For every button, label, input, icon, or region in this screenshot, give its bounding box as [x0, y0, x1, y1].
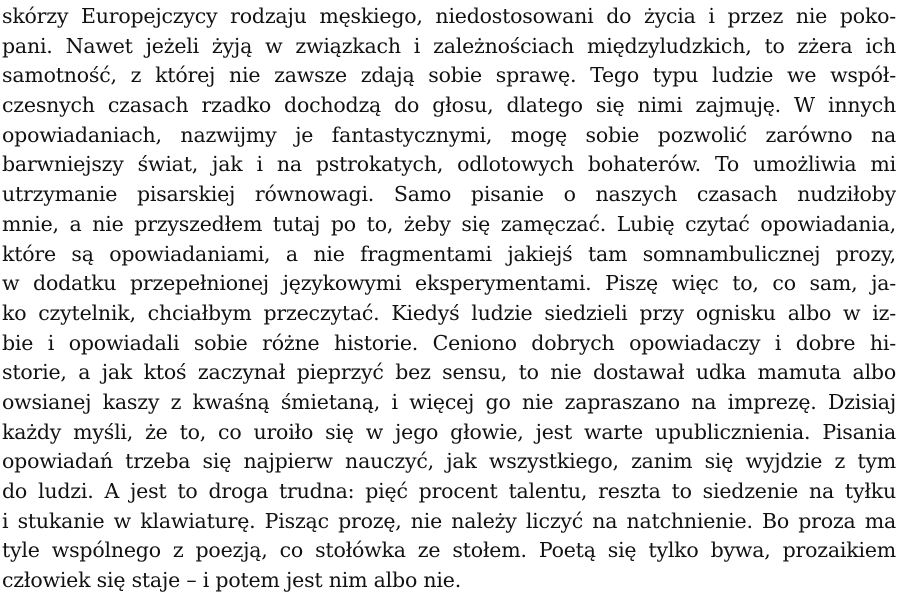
text-line-4: czesnych czasach rzadko dochodzą do głosu, dlatego się nimi zajmuję. W innych — [2, 93, 896, 118]
text-line-13: storie, a jak ktoś zaczynał pieprzyć bez sensu, to nie dostawał udka mamuta albo — [2, 360, 896, 385]
text-line-2: pani. Nawet jeżeli żyją w związkach i zależnościach międzyludzkich, to zżera ich — [2, 33, 896, 58]
text-line-6: barwniejszy świat, jak i na pstrokatych, odlotowych bohaterów. To umożliwia mi — [2, 152, 896, 177]
text-line-1: skórzy Europejczycy rodzaju męskiego, niedostosowani do życia i przez nie poko- — [2, 4, 896, 28]
text-line-17: do ludzi. A jest to droga trudna: pięć procent talentu, reszta to siedzenie na tyłku — [2, 479, 896, 503]
text-line-3: samotność, z której nie zawsze zdają sobie sprawę. Tego typu ludzie we współ- — [2, 63, 896, 88]
text-line-9: które są opowiadaniami, a nie fragmentami jakiejś tam somnambulicznej prozy, — [2, 241, 896, 266]
text-line-15: każdy myśli, że to, co uroiło się w jego głowie, jest warte upublicznienia. Pisania — [2, 419, 896, 444]
text-line-20: człowiek się staje – i potem jest nim albo nie. — [2, 568, 462, 593]
text-line-18: i stukanie w klawiaturę. Pisząc prozę, nie należy liczyć na natchnienie. Bo proza ma — [2, 508, 896, 533]
text-line-7: utrzymanie pisarskiej równowagi. Samo pisanie o naszych czasach nudziłoby — [2, 182, 896, 207]
text-line-14: owsianej kaszy z kwaśną śmietaną, i więcej go nie zapraszano na imprezę. Dzisiaj — [2, 389, 896, 414]
text-line-5: opowiadaniach, nazwijmy je fantastycznymi, mogę sobie pozwolić zarówno na — [2, 122, 896, 147]
text-line-8: mnie, a nie przyszedłem tutaj po to, żeby się zamęczać. Lubię czytać opowiadania, — [2, 211, 896, 236]
text-line-10: w dodatku przepełnionej językowymi eksperymentami. Piszę więc to, co sam, ja- — [2, 271, 896, 296]
text-line-11: ko czytelnik, chciałbym przeczytać. Kiedyś ludzie siedzieli przy ognisku albo w iz- — [2, 300, 896, 325]
text-line-12: bie i opowiadali sobie różne historie. Ceniono dobrych opowiadaczy i dobre hi- — [2, 330, 896, 355]
body-text-paragraph — [2, 2, 900, 596]
text-line-19: tyle wspólnego z poezją, co stołówka ze stołem. Poetą się tylko bywa, prozaikiem — [2, 538, 896, 563]
text-line-16: opowiadań trzeba się najpierw nauczyć, jak wszystkiego, zanim się wyjdzie z tym — [2, 449, 896, 474]
